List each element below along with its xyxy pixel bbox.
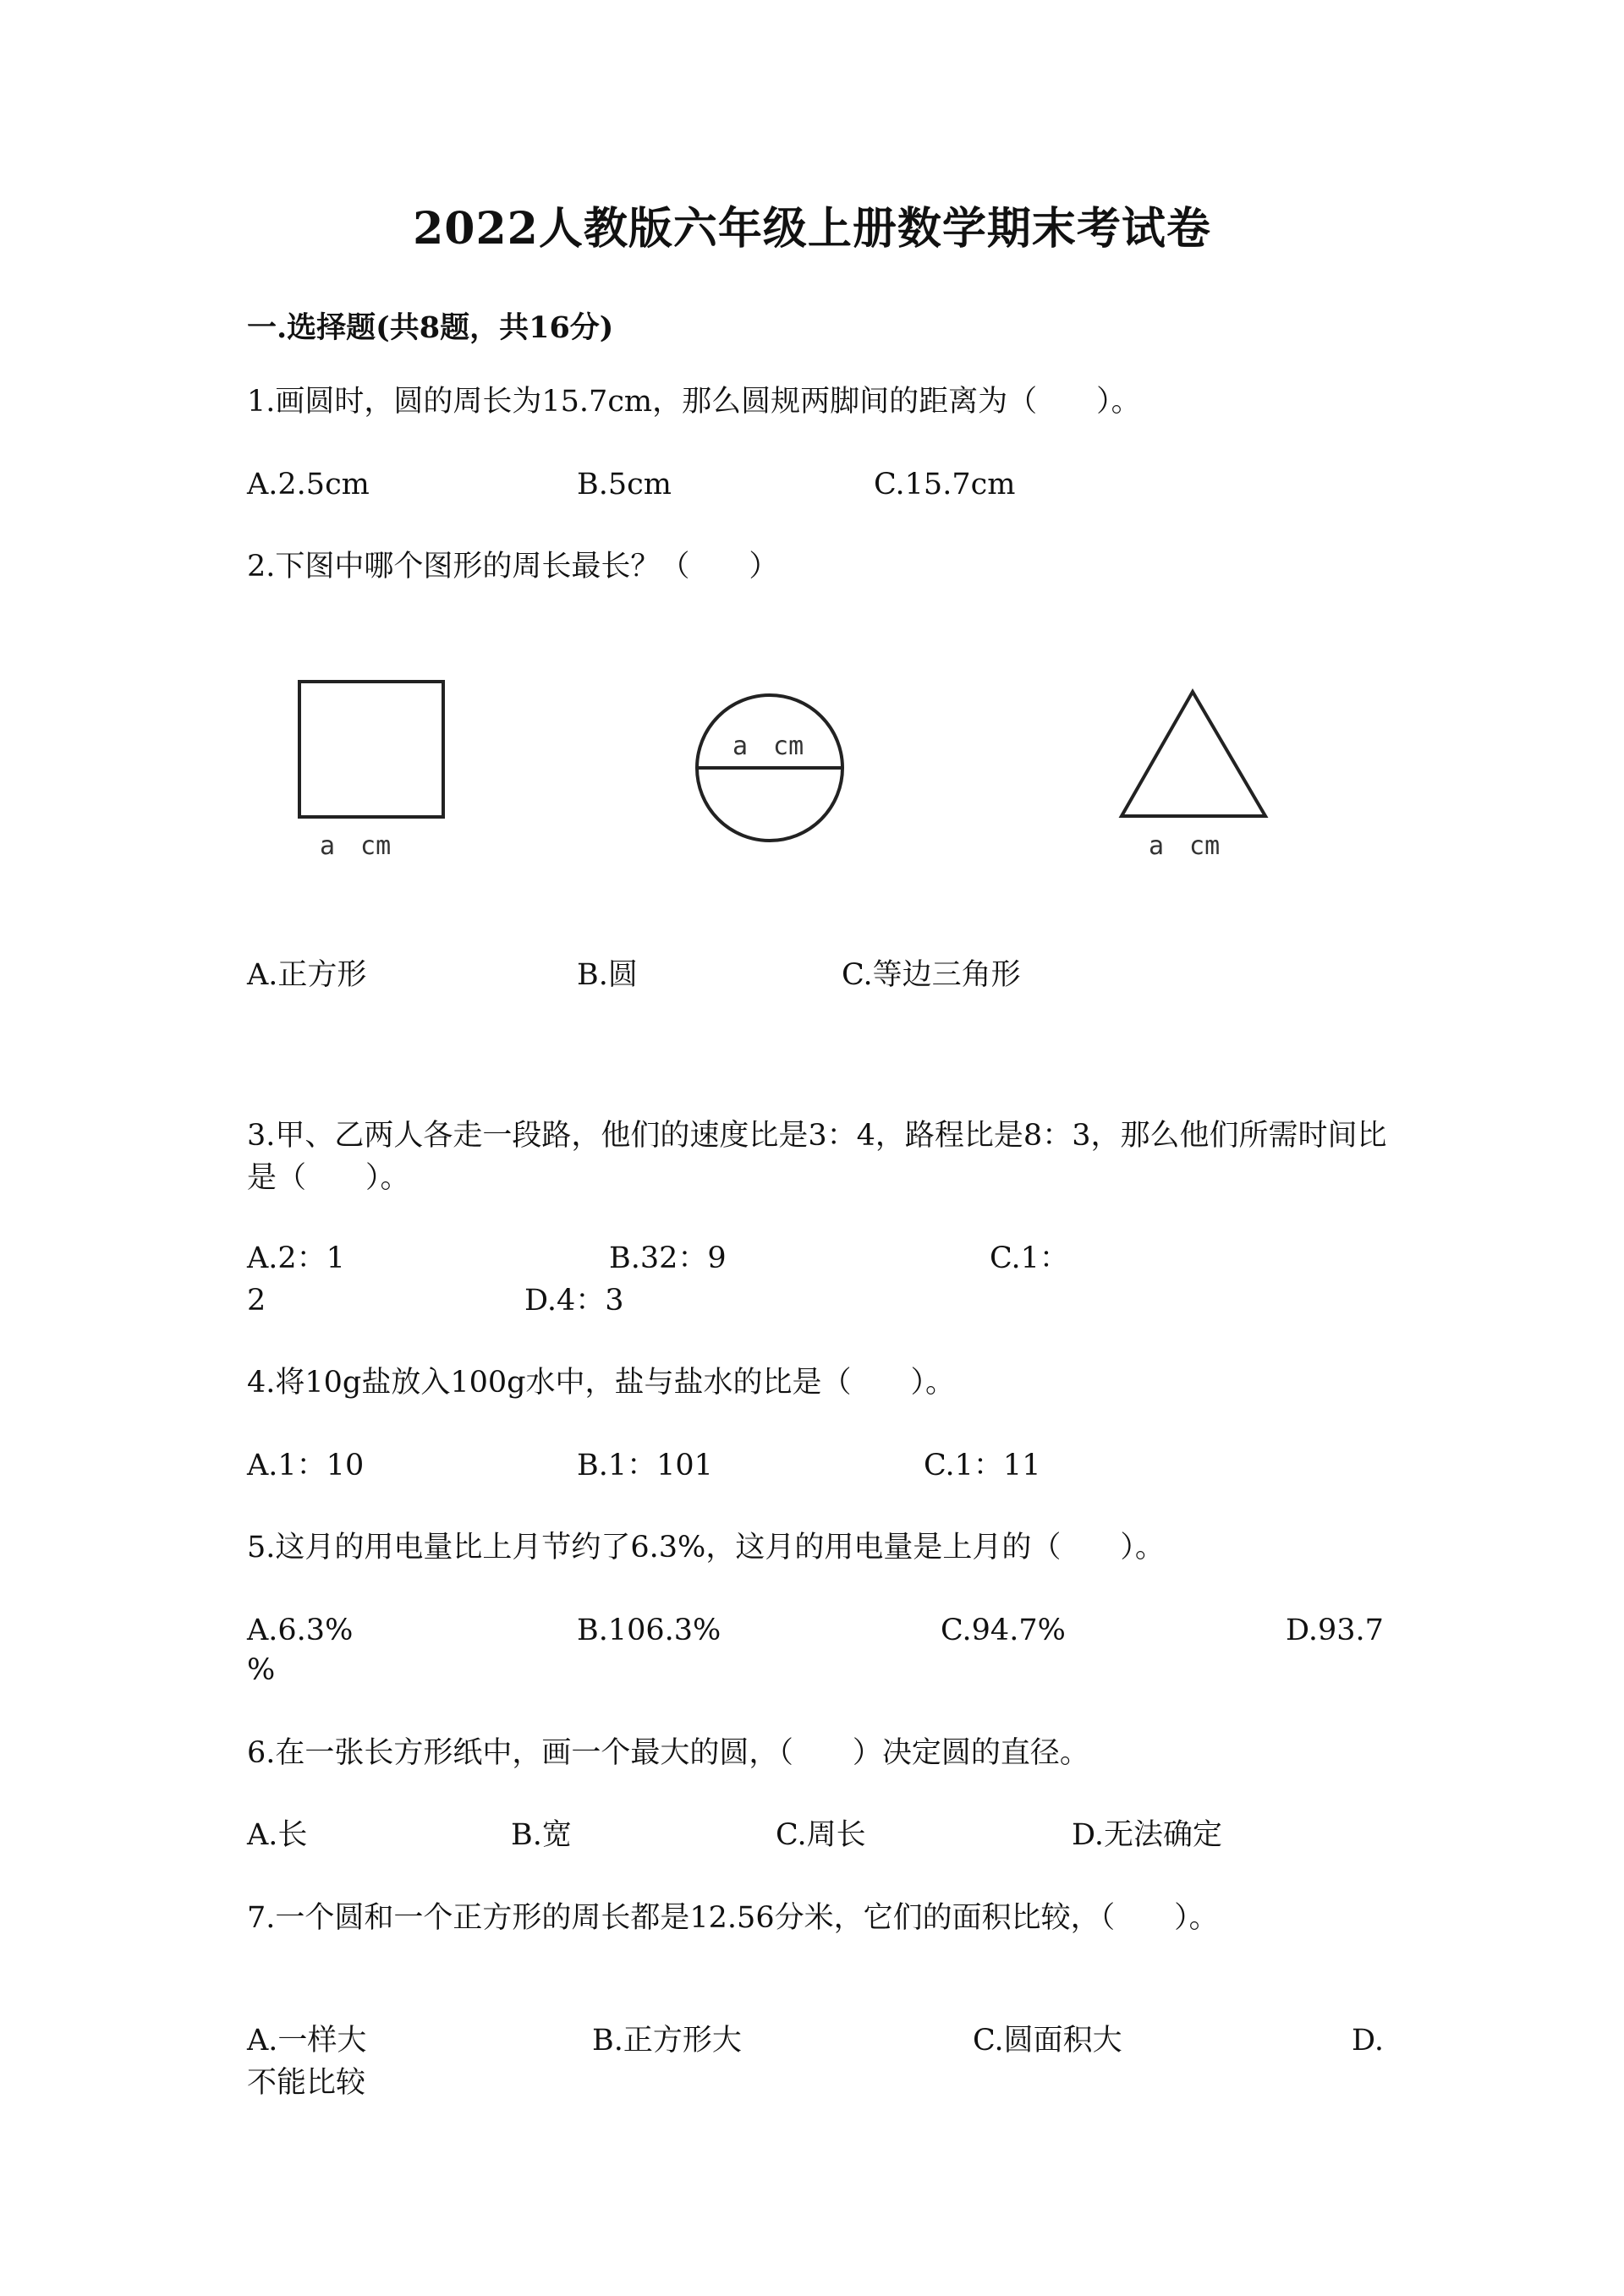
question-5-option-a[interactable]: A.6.3% (247, 1614, 354, 1647)
question-7-option-c[interactable]: C.圆面积大 (973, 2024, 1122, 2058)
question-2-text: 2.下图中哪个图形的周长最长？（ ） (247, 550, 779, 584)
question-7-option-b[interactable]: B.正方形大 (592, 2024, 742, 2058)
question-6-option-a[interactable]: A.长 (247, 1818, 308, 1852)
question-3-option-b[interactable]: B.32：9 (609, 1241, 727, 1275)
question-2-option-a[interactable]: A.正方形 (247, 958, 367, 992)
question-1-option-c[interactable]: C.15.7cm (874, 468, 1016, 501)
question-4-text: 4.将10g盐放入100g水中，盐与盐水的比是（ ）。 (247, 1366, 956, 1400)
circle-label: a cm (732, 732, 804, 761)
square-label: a cm (320, 831, 392, 861)
question-3-text: 3.甲、乙两人各走一段路，他们的速度比是3：4，路程比是8：3，那么他们所需时间比是（ ）。 (247, 1119, 1387, 1195)
question-6-option-b[interactable]: B.宽 (511, 1818, 572, 1852)
question-5-option-d-continued: % (247, 1653, 276, 1687)
question-2-option-b[interactable]: B.圆 (577, 958, 638, 992)
question-7-option-d-continued: 不能比较 (247, 2066, 366, 2100)
question-3-option-c[interactable]: C.1： (990, 1241, 1069, 1275)
triangle-label: a cm (1149, 831, 1221, 861)
question-2-option-c[interactable]: C.等边三角形 (842, 958, 1021, 992)
question-7-option-a[interactable]: A.一样大 (247, 2024, 367, 2058)
question-3-option-d[interactable]: D.4：3 (524, 1284, 624, 1318)
question-5-text: 5.这月的用电量比上月节约了6.3%，这月的用电量是上月的（ ）。 (247, 1531, 1165, 1564)
question-6-text: 6.在一张长方形纸中，画一个最大的圆，（ ）决定圆的直径。 (247, 1736, 1089, 1770)
question-4-option-a[interactable]: A.1：10 (247, 1449, 365, 1482)
question-1-option-b[interactable]: B.5cm (577, 468, 672, 501)
question-3-option-a[interactable]: A.2：1 (247, 1241, 345, 1275)
question-3-option-c-continued: 2 (247, 1284, 266, 1318)
section-heading: 一.选择题(共8题，共16分) (247, 310, 614, 345)
triangle-shape (1122, 692, 1265, 816)
page-title: 2022人教版六年级上册数学期末考试卷 (413, 203, 1211, 255)
square-shape (299, 682, 443, 817)
question-7-text: 7.一个圆和一个正方形的周长都是12.56分米，它们的面积比较，（ ）。 (247, 1901, 1219, 1935)
question-4-option-c[interactable]: C.1：11 (924, 1449, 1041, 1482)
question-5-option-d[interactable]: D.93.7 (1286, 1614, 1384, 1647)
question-5-option-b[interactable]: B.106.3% (577, 1614, 721, 1647)
question-1-text: 1.画圆时，圆的周长为15.7cm，那么圆规两脚间的距离为（ ）。 (247, 385, 1141, 419)
question-7-option-d[interactable]: D. (1352, 2024, 1384, 2058)
question-1-option-a[interactable]: A.2.5cm (247, 468, 370, 501)
question-5-option-c[interactable]: C.94.7% (941, 1614, 1066, 1647)
circle-shape (697, 695, 842, 841)
question-4-option-b[interactable]: B.1：101 (577, 1449, 713, 1482)
question-6-option-d[interactable]: D.无法确定 (1072, 1818, 1222, 1852)
question-6-option-c[interactable]: C.周长 (776, 1818, 866, 1852)
